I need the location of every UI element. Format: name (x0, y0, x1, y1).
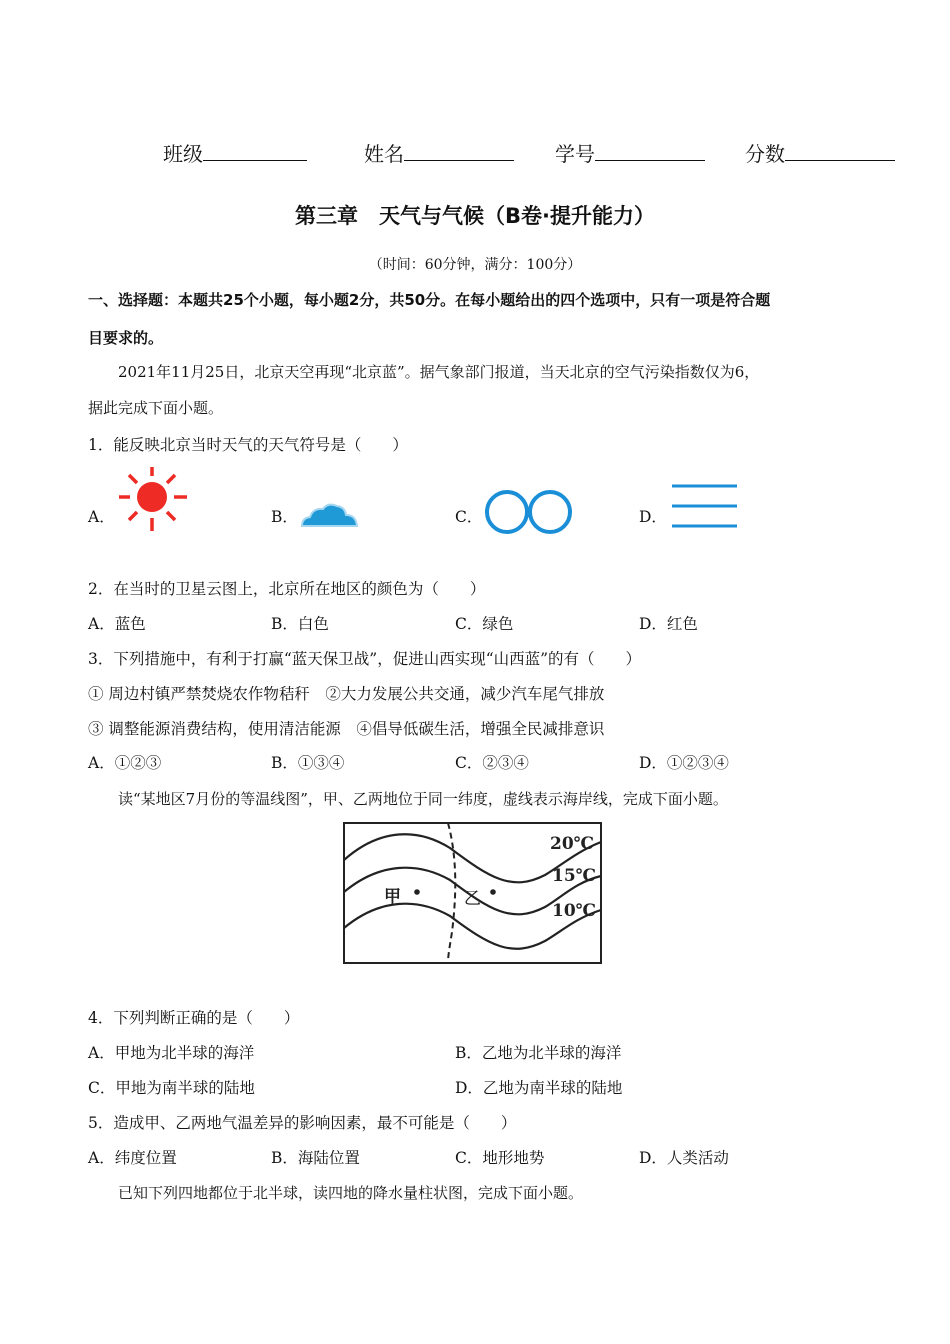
q4-option-c[interactable]: C．甲地为南半球的陆地 (88, 1079, 255, 1097)
isotherm-map (340, 820, 606, 968)
exam-time-info: （时间：60分钟，满分：100分） (368, 257, 582, 273)
place-yi-label: 乙 (464, 889, 481, 909)
q1-option-b-label: B． (271, 508, 298, 526)
q3-option-b[interactable]: B．①③④ (271, 754, 345, 772)
place-jia-dot (414, 889, 420, 895)
student-id-label: 学号 (555, 142, 595, 166)
score-label: 分数 (745, 142, 785, 166)
isotherm-label-20: 20℃ (550, 834, 595, 854)
q1-option-c[interactable] (455, 505, 482, 527)
q2-option-c[interactable]: C．绿色 (455, 615, 514, 633)
q3-option-d[interactable]: D．①②③④ (639, 754, 729, 772)
score-field (745, 138, 895, 167)
q1-option-a[interactable] (88, 505, 115, 527)
page-title: 第三章 天气与气候（B卷·提升能力） (295, 204, 655, 228)
sun-icon (113, 465, 191, 537)
q5-option-d[interactable]: D．人类活动 (639, 1149, 729, 1167)
score-blank[interactable] (785, 142, 895, 161)
q4-option-b[interactable]: B．乙地为北半球的海洋 (455, 1044, 622, 1062)
isotherm-label-10: 10℃ (552, 901, 597, 921)
q1-option-a-label: A． (88, 508, 115, 526)
q2-option-a[interactable]: A．蓝色 (88, 615, 146, 633)
student-id-field (555, 138, 705, 167)
section-heading-line1: 一、选择题：本题共25个小题，每小题2分，共50分。在每小题给出的四个选项中，只有一项是符合题 (88, 291, 771, 309)
q1-option-c-label: C． (455, 508, 483, 526)
name-field (364, 138, 514, 167)
student-id-blank[interactable] (595, 142, 705, 161)
coastline (448, 823, 455, 963)
name-blank[interactable] (404, 142, 514, 161)
q3-statements-line1: ① 周边村镇严禁焚烧农作物秸秆 ②大力发展公共交通，减少汽车尾气排放 (88, 685, 605, 703)
passage-3: 已知下列四地都位于北半球，读四地的降水量柱状图，完成下面小题。 (118, 1184, 584, 1202)
q2-option-d[interactable]: D．红色 (639, 615, 698, 633)
q4-option-d[interactable]: D．乙地为南半球的陆地 (455, 1079, 623, 1097)
q1-option-d-label: D． (639, 508, 667, 526)
q5-option-a[interactable]: A．纬度位置 (88, 1149, 177, 1167)
q5-option-b[interactable]: B．海陆位置 (271, 1149, 360, 1167)
q2-option-b[interactable]: B．白色 (271, 615, 329, 633)
question-3-stem: 3．下列措施中，有利于打赢“蓝天保卫战”，促进山西实现“山西蓝”的有（ ） (88, 650, 642, 668)
q5-option-c[interactable]: C．地形地势 (455, 1149, 545, 1167)
fog-circles-icon (484, 488, 576, 536)
place-jia-label: 甲 (384, 887, 401, 907)
q3-statements-line2: ③ 调整能源消费结构，使用清洁能源 ④倡导低碳生活，增强全民减排意识 (88, 720, 605, 738)
section-heading-line2: 目要求的。 (88, 329, 164, 347)
q1-option-d[interactable] (639, 505, 667, 527)
class-label: 班级 (163, 142, 203, 166)
q1-option-b[interactable] (271, 505, 298, 527)
passage-1-line1: 2021年11月25日，北京天空再现“北京蓝”。据气象部门报道，当天北京的空气污染指数仅为6， (118, 363, 760, 381)
cloud-icon (298, 498, 362, 530)
class-blank[interactable] (203, 142, 307, 161)
place-yi-dot (490, 889, 496, 895)
name-label: 姓名 (364, 142, 404, 166)
class-field (163, 138, 307, 167)
passage-1-line2: 据此完成下面小题。 (88, 399, 224, 417)
passage-2: 读“某地区7月份的等温线图”，甲、乙两地位于同一纬度，虚线表示海岸线，完成下面小题。 (118, 790, 728, 808)
question-1-stem: 1．能反映北京当时天气的天气符号是（ ） (88, 436, 408, 454)
haze-lines-icon (670, 482, 740, 532)
isotherm-label-15: 15℃ (552, 866, 597, 886)
question-2-stem: 2．在当时的卫星云图上，北京所在地区的颜色为（ ） (88, 580, 486, 598)
question-4-stem: 4．下列判断正确的是（ ） (88, 1009, 300, 1027)
question-5-stem: 5．造成甲、乙两地气温差异的影响因素，最不可能是（ ） (88, 1114, 517, 1132)
q3-option-a[interactable]: A．①②③ (88, 754, 162, 772)
q3-option-c[interactable]: C．②③④ (455, 754, 529, 772)
q4-option-a[interactable]: A．甲地为北半球的海洋 (88, 1044, 255, 1062)
